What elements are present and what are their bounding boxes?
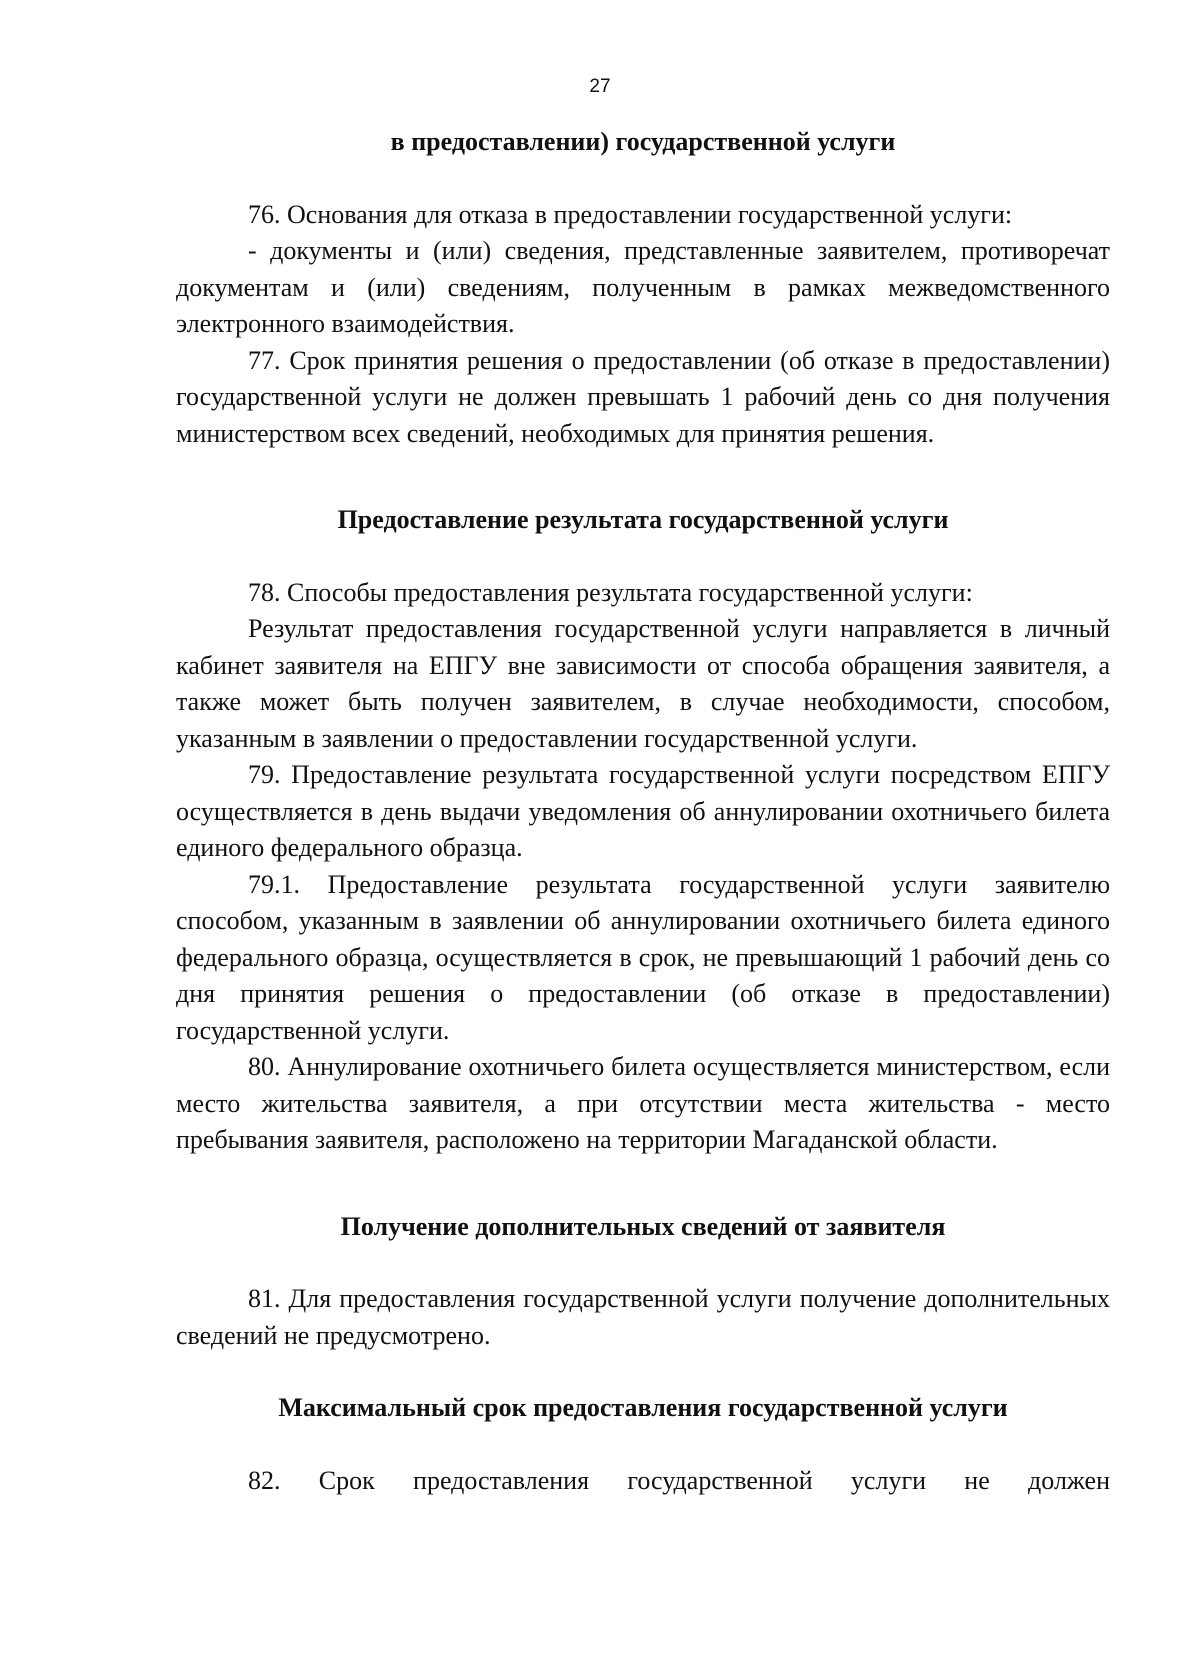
paragraph-79-1: 79.1. Предоставление результата государственной услуги заявителю способом, указанным в заявлении об аннулировании охотничьего билета единого федерального образца, осуществляется в срок, не превышающий 1 рабочий день со дня принятия решения о предоставлении (об отказе в предоставлении) государственной услуги. [176,869,1110,1045]
paragraph-78: 78. Способы предоставления результата государственной услуги: [248,577,973,607]
section-heading-additional-info: Получение дополнительных сведений от заявителя [340,1211,946,1241]
paragraph-81: 81. Для предоставления государственной услуги получение дополнительных сведений не предусмотрено. [176,1284,1110,1350]
paragraph-80: 80. Аннулирование охотничьего билета осуществляется министерством, если место жительства заявителя, а при отсутствии места жительства - место пребывания заявителя, расположено на территории Магаданской области. [176,1052,1110,1154]
paragraph-79: 79. Предоставление результата государственной услуги посредством ЕПГУ осуществляется в день выдачи уведомления об аннулировании охотничьего билета единого федерального образца. [176,760,1110,862]
paragraph-78-body: Результат предоставления государственной услуги направляется в личный кабинет заявителя на ЕПГУ вне зависимости от способа обращения заявителя, а также может быть получен заявителем, в случае необходимости, способом, указанным в заявлении о предоставлении государственной услуги. [176,614,1110,753]
section-heading-continued: в предоставлении) государственной услуги [390,127,896,156]
paragraph-76-item: - документы и (или) сведения, представленные заявителем, противоречат документам и (или) сведениям, полученным в рамках межведомственного электронного взаимодействия. [176,236,1110,338]
section-heading-result: Предоставление результата государственной услуги [337,505,949,534]
page-number: 27 [589,76,611,97]
paragraph-76: 76. Основания для отказа в предоставлении государственной услуги: [248,199,1013,229]
paragraph-77: 77. Срок принятия решения о предоставлении (об отказе в предоставлении) государственной услуги не должен превышать 1 рабочий день со дня получения министерством всех сведений, необходимых для принятия решения. [176,345,1110,448]
paragraph-82: 82. Срок предоставления государственной услуги не должен [248,1465,1110,1495]
document-body [176,124,1110,1499]
section-heading-max-term: Максимальный срок предоставления государственной услуги [278,1393,1008,1422]
